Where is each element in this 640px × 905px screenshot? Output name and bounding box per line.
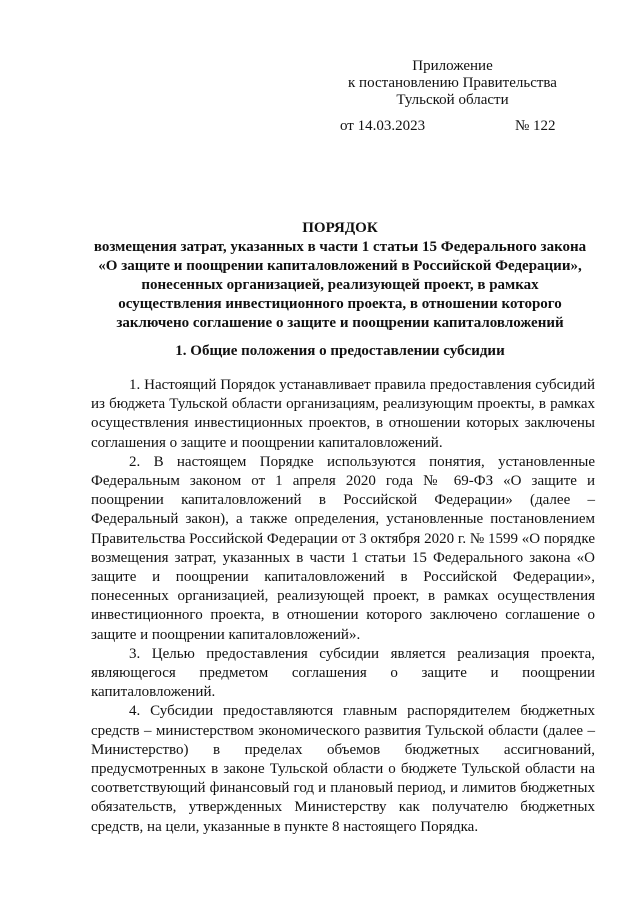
decree-number: № 122 [515, 118, 556, 134]
paragraph-4: 4. Субсидии предоставляются главным распорядителем бюджетных средств – министерством экономического развития Тульской области (далее – Министерство) в пределах объемов бюджетных ассигнований, предусмотренных в законе Тульской области о бюджете Тульской области на соответствующий финансовый год и плановый период, и лимитов бюджетных обязательств, утвержденных Министерству как получателю бюджетных средств, на цели, указанные в пункте 8 настоящего Порядка. [91, 703, 595, 835]
title-line: «О защите и поощрении капиталовложений в Российской Федерации», [98, 258, 582, 274]
title-line: осуществления инвестиционного проекта, в отношении которого [118, 296, 562, 312]
title-line: понесенных организацией, реализующей проект, в рамках [141, 277, 539, 293]
appendix-block [330, 58, 575, 109]
decree-date: от 14.03.2023 [340, 118, 426, 134]
appendix-line: Тульской области [396, 92, 509, 108]
document-body [91, 376, 595, 837]
document-title [85, 219, 595, 333]
paragraph-2: 2. В настоящем Порядке используются понятия, установленные Федеральным законом от 1 апреля 2020 года № 69-ФЗ «О защите и поощрении капиталовложений в Российской Федерации» (далее – Федеральный закон), а также определения, установленные постановлением Правительства Российской Федерации от 3 октября 2020 г. № 1599 «О порядке возмещения затрат, указанных в части 1 статьи 15 Федерального закона «О защите и поощрении капиталовложений в Российской Федерации», понесенных организацией, реализующей проект, в рамках осуществления инвестиционного проекта, в отношении которого заключено соглашение о защите и поощрении капиталовложений». [91, 453, 595, 643]
appendix-line: Приложение [412, 58, 493, 74]
paragraph-1: 1. Настоящий Порядок устанавливает правила предоставления субсидий из бюджета Тульской области организациям, реализующим проекты, в рамках осуществления инвестиционных проектов, в отношении которых заключены соглашения о защите и поощрении капиталовложений. [91, 377, 595, 451]
section-heading: 1. Общие положения о предоставлении субсидии [175, 343, 505, 359]
title-line: возмещения затрат, указанных в части 1 статьи 15 Федерального закона [93, 239, 587, 255]
title-line: заключено соглашение о защите и поощрении капиталовложений [116, 315, 564, 331]
appendix-line: к постановлению Правительства [348, 75, 557, 91]
title-heading: ПОРЯДОК [302, 220, 378, 236]
paragraph-3: 3. Целью предоставления субсидии является реализация проекта, являющегося предметом соглашения о защите и поощрении капиталовложений. [91, 645, 595, 701]
